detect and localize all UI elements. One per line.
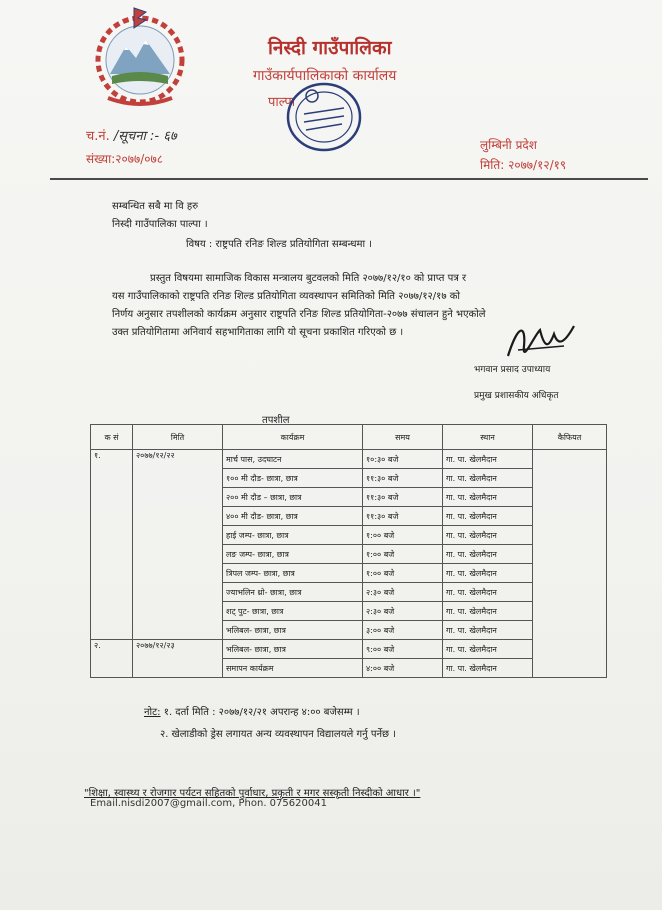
body-paragraph-line-2: यस गाउँपालिकाको राष्ट्रपति रनिङ शिल्ड प्रतियोगिता व्यवस्थापन समितिको मिति २०७७/१२/१७ को xyxy=(112,291,460,302)
header-sn: क सं xyxy=(91,425,133,450)
row-venue: गा. पा. खेलमैदान xyxy=(443,507,533,526)
row-time: २:३० बजे xyxy=(363,583,443,602)
footer-slogan: "शिक्षा, स्वास्थ्य र रोजगार पर्यटन सहितको पुर्वाधार, प्रकृती र मगर सस्कृती निस्दीको आधार ।" xyxy=(84,788,421,799)
header-time: समय xyxy=(363,425,443,450)
body-paragraph-line-1: प्रस्तुत विषयमा सामाजिक विकास मन्त्रालय बुटवलको मिति २०७७/१२/१० को प्राप्त पत्र र xyxy=(150,273,467,284)
header-date: मिति xyxy=(133,425,223,450)
row-time: ११:३० बजे xyxy=(363,507,443,526)
letter-date: मिति: २०७७/१२/१९ xyxy=(480,158,567,172)
row-venue: गा. पा. खेलमैदान xyxy=(443,659,533,678)
row-event: हाई जम्प- छात्रा, छात्र xyxy=(223,526,363,545)
row-time: ९:०० बजे xyxy=(363,640,443,659)
signatory-name: भगवान प्रसाद उपाध्याय xyxy=(474,365,551,375)
row-sn: २. xyxy=(91,640,133,678)
row-remarks xyxy=(533,450,607,678)
body-paragraph-line-4: उक्त प्रतियोगितामा अनिवार्य सहभागिताका लागि यो सूचना प्रकाशित गरिएको छ । xyxy=(112,327,404,338)
signatory-title: प्रमुख प्रशासकीय अधिकृत xyxy=(474,391,559,401)
row-time: ४:०० बजे xyxy=(363,659,443,678)
row-event: भलिबल- छात्रा, छात्र xyxy=(223,640,363,659)
ref-value: /सूचना :- ६७ xyxy=(113,129,177,144)
row-date: २०७७/१२/२२ xyxy=(133,450,223,640)
row-venue: गा. पा. खेलमैदान xyxy=(443,602,533,621)
header-remarks: कैफियत xyxy=(533,425,607,450)
row-time: १:०० बजे xyxy=(363,545,443,564)
row-event: लङ जम्प- छात्रा, छात्र xyxy=(223,545,363,564)
row-time: १:०० बजे xyxy=(363,526,443,545)
table-row xyxy=(91,450,607,469)
schedule-title: तपशील xyxy=(262,415,290,426)
row-event: शट् पुट- छात्रा, छात्र xyxy=(223,602,363,621)
row-venue: गा. पा. खेलमैदान xyxy=(443,488,533,507)
office-name: गाउँकार्यपालिकाको कार्यालय xyxy=(253,68,397,84)
row-event: २०० मी दौड – छात्रा, छात्र xyxy=(223,488,363,507)
note-line-2: २. खेलाडीको ड्रेस लगायत अन्य व्यवस्थापन विद्यालयले गर्नु पर्नेछ । xyxy=(160,729,397,740)
row-event: १०० मी दौड- छात्रा, छात्र xyxy=(223,469,363,488)
row-event: ज्याभलिन थ्रो- छात्रा, छात्र xyxy=(223,583,363,602)
row-event: ४०० मी दौड- छात्रा, छात्र xyxy=(223,507,363,526)
body-paragraph-line-3: निर्णय अनुसार तपशीलको कार्यक्रम अनुसार राष्ट्रपति रनिङ शिल्ड प्रतियोगिता-२०७७ संचालन हुने भएकोले xyxy=(112,309,486,320)
row-venue: गा. पा. खेलमैदान xyxy=(443,545,533,564)
ref-label: च.नं. xyxy=(86,129,110,144)
header-venue: स्थान xyxy=(443,425,533,450)
row-venue: गा. पा. खेलमैदान xyxy=(443,621,533,640)
row-venue: गा. पा. खेलमैदान xyxy=(443,450,533,469)
row-event: मार्च पास, उदघाटन xyxy=(223,450,363,469)
row-event: त्रिपल जम्प- छात्रा, छात्र xyxy=(223,564,363,583)
row-venue: गा. पा. खेलमैदान xyxy=(443,526,533,545)
municipality-title: निस्दी गाउँपालिका xyxy=(268,37,392,59)
row-venue: गा. पा. खेलमैदान xyxy=(443,564,533,583)
row-event: भलिबल- छात्रा, छात्र xyxy=(223,621,363,640)
subject-line: विषय : राष्ट्रपति रनिङ शिल्ड प्रतियोगिता सम्बन्धमा । xyxy=(186,239,373,250)
office-location: पाल्पा xyxy=(268,95,296,110)
note-line-1 xyxy=(144,704,360,718)
office-stamp-icon xyxy=(282,78,366,156)
province: लुम्बिनी प्रदेश xyxy=(480,138,537,152)
fiscal-year: संख्या:२०७७/०७८ xyxy=(86,152,163,166)
note-label: नोट: xyxy=(144,707,161,718)
row-time: ११:३० बजे xyxy=(363,488,443,507)
row-time: १०:३० बजे xyxy=(363,450,443,469)
row-sn: १. xyxy=(91,450,133,640)
row-time: १:०० बजे xyxy=(363,564,443,583)
table-header-row xyxy=(91,425,607,450)
row-time: ११:३० बजे xyxy=(363,469,443,488)
footer-contact: Email.nisdi2007@gmail.com, Phon. 075620041 xyxy=(90,798,327,809)
row-venue: गा. पा. खेलमैदान xyxy=(443,469,533,488)
nepal-emblem-icon xyxy=(78,4,202,114)
recipient-line-2: निस्दी गाउँपालिका पाल्पा । xyxy=(112,219,208,230)
note-text-1: १. दर्ता मिति : २०७७/१२/२१ अपरान्ह ४:०० बजेसम्म । xyxy=(160,707,360,718)
row-event: समापन कार्यक्रम xyxy=(223,659,363,678)
row-time: २:३० बजे xyxy=(363,602,443,621)
table-row xyxy=(91,640,607,659)
row-date: २०७७/१२/२३ xyxy=(133,640,223,678)
row-venue: गा. पा. खेलमैदान xyxy=(443,640,533,659)
header-divider xyxy=(50,178,648,180)
schedule-table xyxy=(90,424,607,678)
reference-number xyxy=(86,126,177,144)
row-venue: गा. पा. खेलमैदान xyxy=(443,583,533,602)
recipient-line-1: सम्बन्धित सबै मा वि हरु xyxy=(112,201,199,212)
header-event: कार्यक्रम xyxy=(223,425,363,450)
row-time: ३:०० बजे xyxy=(363,621,443,640)
